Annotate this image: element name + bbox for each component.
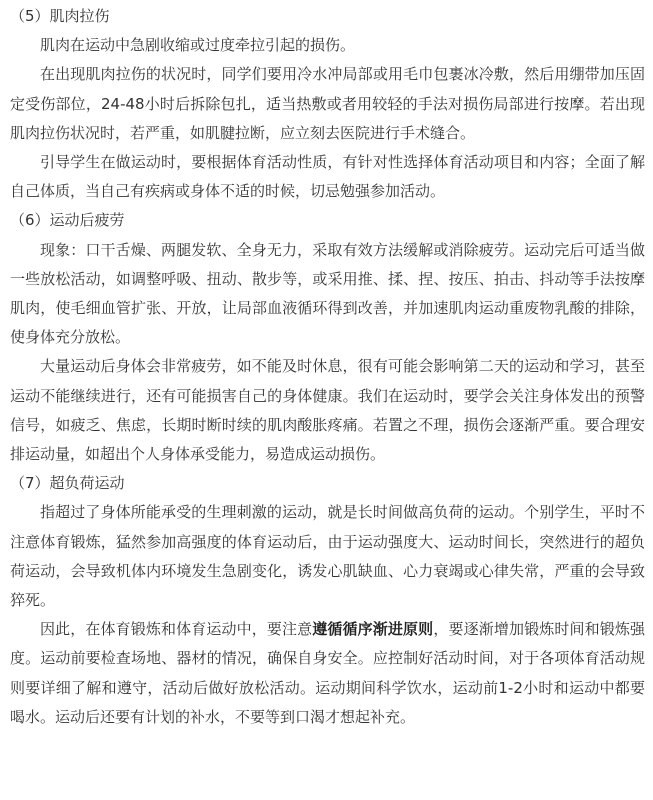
paragraph-fatigue-symptoms: 现象：口干舌燥、两腿发软、全身无力，采取有效方法缓解或消除疲劳。运动完后可适当做一些放松活动，如调整呼吸、扭动、散步等，或采用推、揉、捏、按压、拍击、抖动等手法按摩肌肉，使毛细血管扩张、开放，让局部血液循环得到改善，并加速肌肉运动重废物乳酸的排除，使身体充分放松。 bbox=[10, 240, 645, 347]
advice-emphasis: 遵循循序渐进原则 bbox=[312, 620, 434, 639]
advice-text-after: ，要逐渐增加锻炼时间和锻炼强度。运动前要检查场地、器材的情况，确保自身安全。应控制好活动时间，对于各项体育活动规则要详细了解和遵守，活动后做好放松活动。运动期间科学饮水，运动前1-2小时和运动中都要喝水。运动后还要有计划的补水，不要等到口渴才想起补充。 bbox=[10, 620, 645, 726]
paragraph-overload-advice bbox=[10, 615, 645, 732]
section-heading-overload-exercise: （7）超负荷运动 bbox=[10, 474, 125, 493]
paragraph-muscle-strain-definition: 肌肉在运动中急剧收缩或过度牵拉引起的损伤。 bbox=[40, 36, 356, 55]
section-heading-post-exercise-fatigue: （6）运动后疲劳 bbox=[10, 211, 125, 230]
section-heading-muscle-strain: （5）肌肉拉伤 bbox=[10, 7, 110, 25]
paragraph-overload-definition: 指超过了身体所能承受的生理刺激的运动，就是长时间做高负荷的运动。个别学生，平时不注意体育锻炼，猛然参加高强度的体育运动后，由于运动强度大、运动时间长，突然进行的超负荷运动，会导致机体内环境发生急剧变化，诱发心肌缺血、心力衰竭或心律失常，严重的会导致猝死。 bbox=[10, 503, 645, 610]
paragraph-muscle-strain-treatment: 在出现肌肉拉伤的状况时，同学们要用冷水冲局部或用毛巾包裹冰冷敷，然后用绷带加压固定受伤部位，24-48小时后拆除包扎，适当热敷或者用较轻的手法对损伤局部进行按摩。若出现肌肉拉伤状况时，若严重，如肌腱拉断，应立刻去医院进行手术缝合。 bbox=[10, 65, 645, 142]
paragraph-muscle-strain-guidance: 引导学生在做运动时，要根据体育活动性质，有针对性选择体育活动项目和内容；全面了解自己体质，当自己有疾病或身体不适的时候，切忌勉强参加活动。 bbox=[10, 153, 645, 201]
paragraph-fatigue-warning: 大量运动后身体会非常疲劳，如不能及时休息，很有可能会影响第二天的运动和学习，甚至运动不能继续进行，还有可能损害自己的身体健康。我们在运动时，要学会关注身体发出的预警信号，如疲乏、焦虑，长期时断时续的肌肉酸胀疼痛。若置之不理，损伤会逐渐严重。要合理安排运动量，如超出个人身体承受能力，易造成运动损伤。 bbox=[10, 357, 645, 464]
advice-text-before: 因此，在体育锻炼和体育运动中，要注意 bbox=[40, 620, 313, 639]
